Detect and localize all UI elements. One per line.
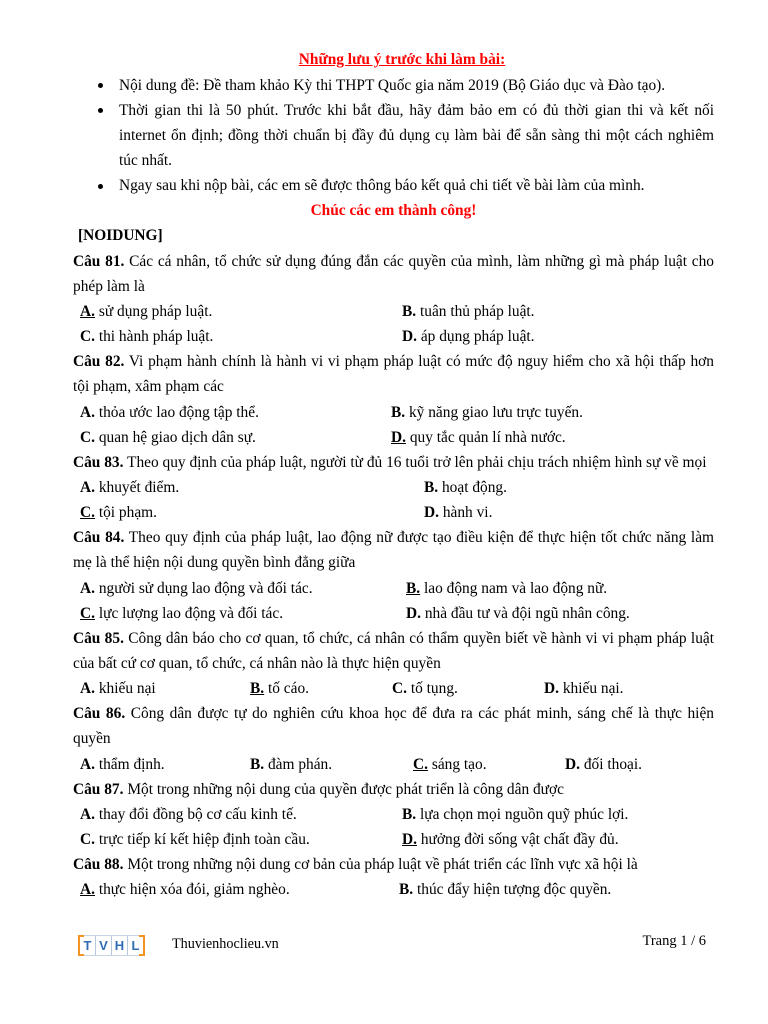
option-letter: D. <box>565 755 580 773</box>
option-a <box>80 877 290 902</box>
question-stem <box>73 349 714 399</box>
options-row <box>73 299 714 324</box>
option-d <box>391 425 566 450</box>
question-87 <box>73 777 714 852</box>
notice-bullet-text: Ngay sau khi nộp bài, các em sẽ được thông báo kết quả chi tiết về bài làm của mình. <box>119 177 645 195</box>
question-84 <box>73 525 714 626</box>
option-text: người sử dụng lao động và đối tác. <box>98 579 313 597</box>
option-a <box>80 475 179 500</box>
option-text: đối thoại. <box>583 755 642 773</box>
question-text: Công dân báo cho cơ quan, tổ chức, cá nhân có thẩm quyền biết về hành vi vi phạm pháp luật của bất cứ cơ quan, tổ chức, cá nhân nào là thực hiện quyền <box>73 629 714 673</box>
question-stem <box>73 852 714 877</box>
logo-letter: H <box>111 936 127 955</box>
option-letter: B. <box>402 302 417 320</box>
option-letter: A. <box>80 680 95 698</box>
option-text: kỹ năng giao lưu trực tuyến. <box>408 403 583 421</box>
option-letter: D. <box>402 831 417 849</box>
content-marker: [NOIDUNG] <box>78 227 163 245</box>
option-text: hoạt động. <box>441 478 507 496</box>
option-text: đàm phán. <box>267 755 333 773</box>
question-number: Câu 81. <box>73 252 125 270</box>
option-a <box>80 299 212 324</box>
logo-letter: T <box>83 938 92 953</box>
question-82 <box>73 349 714 450</box>
option-text: thay đổi đồng bộ cơ cấu kinh tế. <box>98 805 297 823</box>
option-letter: A. <box>80 403 95 421</box>
question-number: Câu 82. <box>73 353 125 371</box>
options-row <box>73 500 714 525</box>
notice-bullet <box>73 173 714 198</box>
question-number: Câu 85. <box>73 629 124 647</box>
option-text: lực lượng lao động và đối tác. <box>98 604 284 622</box>
option-b <box>391 400 583 425</box>
option-letter: C. <box>392 680 407 698</box>
options-row <box>73 676 714 701</box>
options-row <box>73 601 714 626</box>
question-stem <box>73 701 714 751</box>
option-letter: B. <box>402 805 417 823</box>
option-letter: B. <box>250 680 265 698</box>
option-text: trực tiếp kí kết hiệp định toàn cầu. <box>98 831 310 849</box>
option-text: quy tắc quản lí nhà nước. <box>409 428 566 446</box>
option-d <box>406 601 630 626</box>
option-letter: A. <box>80 881 95 899</box>
option-text: tội phạm. <box>98 504 157 522</box>
option-letter: D. <box>544 680 559 698</box>
option-text: tố tụng. <box>410 680 458 698</box>
question-86 <box>73 701 714 776</box>
option-letter: B. <box>250 755 265 773</box>
option-text: khiếu nại <box>98 680 156 698</box>
option-letter: B. <box>391 403 406 421</box>
option-letter: B. <box>424 478 439 496</box>
notice-bullet <box>73 73 714 98</box>
option-letter: D. <box>406 604 421 622</box>
option-letter: A. <box>80 302 95 320</box>
option-text: thẩm định. <box>98 755 165 773</box>
option-letter: C. <box>80 428 95 446</box>
option-text: áp dụng pháp luật. <box>420 328 535 346</box>
page-content <box>73 47 714 902</box>
option-c <box>80 601 283 626</box>
option-letter: C. <box>413 755 428 773</box>
option-text: thúc đẩy hiện tượng độc quyền. <box>416 881 612 899</box>
option-text: thi hành pháp luật. <box>98 328 214 346</box>
option-text: lựa chọn mọi nguồn quỹ phúc lợi. <box>419 805 629 823</box>
option-b <box>250 752 332 777</box>
question-number: Câu 88. <box>73 856 124 874</box>
page-number: Trang 1 / 6 <box>642 933 706 949</box>
option-letter: A. <box>80 755 95 773</box>
question-text: Các cá nhân, tổ chức sử dụng đúng đắn các quyền của mình, làm những gì mà pháp luật cho phép làm là <box>73 252 714 295</box>
option-a <box>80 576 313 601</box>
question-text: Một trong những nội dung cơ bản của pháp luật về phát triển các lĩnh vực xã hội là <box>127 856 638 874</box>
logo-letter: V <box>95 936 111 955</box>
option-letter: B. <box>399 881 414 899</box>
options-row <box>73 324 714 349</box>
option-text: thực hiện xóa đói, giảm nghèo. <box>98 881 290 899</box>
options-row <box>73 576 714 601</box>
option-letter: C. <box>80 328 95 346</box>
option-a <box>80 802 297 827</box>
question-text: Theo quy định của pháp luật, lao động nữ được tạo điều kiện để thực hiện tốt chức năng làm mẹ là thể hiện nội dung quyền bình đẳng giữa <box>73 529 714 572</box>
option-letter: D. <box>424 504 439 522</box>
option-text: tố cáo. <box>267 680 310 698</box>
options-row <box>73 827 714 852</box>
question-number: Câu 84. <box>73 529 125 547</box>
option-d <box>402 324 535 349</box>
option-letter: D. <box>402 328 417 346</box>
question-number: Câu 86. <box>73 705 126 723</box>
option-d <box>402 827 619 852</box>
option-text: khiếu nại. <box>562 680 624 698</box>
bullet-dot-icon <box>98 184 103 189</box>
option-text: thỏa ước lao động tập thể. <box>98 403 259 421</box>
question-81 <box>73 249 714 350</box>
option-letter: B. <box>406 579 421 597</box>
tvhl-logo <box>80 935 143 956</box>
options-row <box>73 802 714 827</box>
options-row <box>73 877 714 902</box>
option-c <box>392 676 458 701</box>
option-text: tuân thủ pháp luật. <box>419 302 535 320</box>
option-text: sử dụng pháp luật. <box>98 302 213 320</box>
option-c <box>80 425 256 450</box>
bullet-dot-icon <box>98 83 103 88</box>
notice-bullet-text: Nội dung đề: Đề tham khảo Kỳ thi THPT Quốc gia năm 2019 (Bộ Giáo dục và Đào tạo). <box>119 76 666 94</box>
option-text: nhà đầu tư và đội ngũ nhân công. <box>424 604 630 622</box>
option-a <box>80 752 165 777</box>
option-d <box>565 752 642 777</box>
footer-site-name: Thuvienhoclieu.vn <box>172 936 279 952</box>
options-row <box>73 752 714 777</box>
option-c <box>80 324 213 349</box>
option-letter: D. <box>391 428 406 446</box>
option-b <box>250 676 309 701</box>
option-d <box>544 676 624 701</box>
option-a <box>80 676 156 701</box>
options-row <box>73 400 714 425</box>
question-stem <box>73 626 714 676</box>
option-b <box>406 576 607 601</box>
question-83 <box>73 450 714 525</box>
question-88 <box>73 852 714 902</box>
options-row <box>73 425 714 450</box>
option-d <box>424 500 492 525</box>
option-text: khuyết điểm. <box>98 478 180 496</box>
bullet-dot-icon <box>98 108 103 113</box>
option-b <box>424 475 507 500</box>
notice-list <box>73 73 714 199</box>
question-text: Vi phạm hành chính là hành vi vi phạm pháp luật có mức độ nguy hiểm cho xã hội thấp hơn tội phạm, xâm phạm các <box>73 353 714 396</box>
option-a <box>80 400 259 425</box>
options-row <box>73 475 714 500</box>
option-letter: C. <box>80 831 95 849</box>
option-letter: C. <box>80 504 95 522</box>
option-letter: A. <box>80 478 95 496</box>
question-85 <box>73 626 714 701</box>
option-text: hưởng đời sống vật chất đầy đủ. <box>420 831 619 849</box>
logo-letter: L <box>127 936 143 955</box>
option-letter: C. <box>80 604 95 622</box>
option-text: quan hệ giao dịch dân sự. <box>98 428 256 446</box>
option-b <box>399 877 611 902</box>
option-letter: A. <box>80 579 95 597</box>
option-c <box>80 500 157 525</box>
question-number: Câu 83. <box>73 453 124 471</box>
option-text: sáng tạo. <box>431 755 487 773</box>
option-text: hành vi. <box>442 504 493 522</box>
question-stem <box>73 249 714 299</box>
question-stem <box>73 525 714 575</box>
notice-bullet <box>73 98 714 173</box>
option-b <box>402 802 628 827</box>
question-list <box>73 249 714 903</box>
question-stem <box>73 777 714 802</box>
notice-bullet-text: Thời gian thi là 50 phút. Trước khi bắt đầu, hãy đảm bảo em có đủ thời gian thi và kết nối internet ổn định; đồng thời chuẩn bị đầy đủ dụng cụ làm bài để sẵn sàng thi một cách nghiêm túc nhất. <box>119 101 714 170</box>
option-c <box>413 752 487 777</box>
question-number: Câu 87. <box>73 780 124 798</box>
option-c <box>80 827 310 852</box>
option-letter: A. <box>80 805 95 823</box>
good-luck-message: Chúc các em thành công! <box>310 202 477 220</box>
option-text: lao động nam và lao động nữ. <box>423 579 608 597</box>
question-text: Theo quy định của pháp luật, người từ đủ 16 tuổi trở lên phải chịu trách nhiệm hình sự về mọi <box>127 453 707 471</box>
question-text: Một trong những nội dung của quyền được phát triển là công dân được <box>127 780 564 798</box>
notice-title: Những lưu ý trước khi làm bài: <box>298 51 506 69</box>
question-stem <box>73 450 714 475</box>
option-b <box>402 299 535 324</box>
question-text: Công dân được tự do nghiên cứu khoa học để đưa ra các phát minh, sáng chế là thực hiện quyền <box>73 705 714 748</box>
